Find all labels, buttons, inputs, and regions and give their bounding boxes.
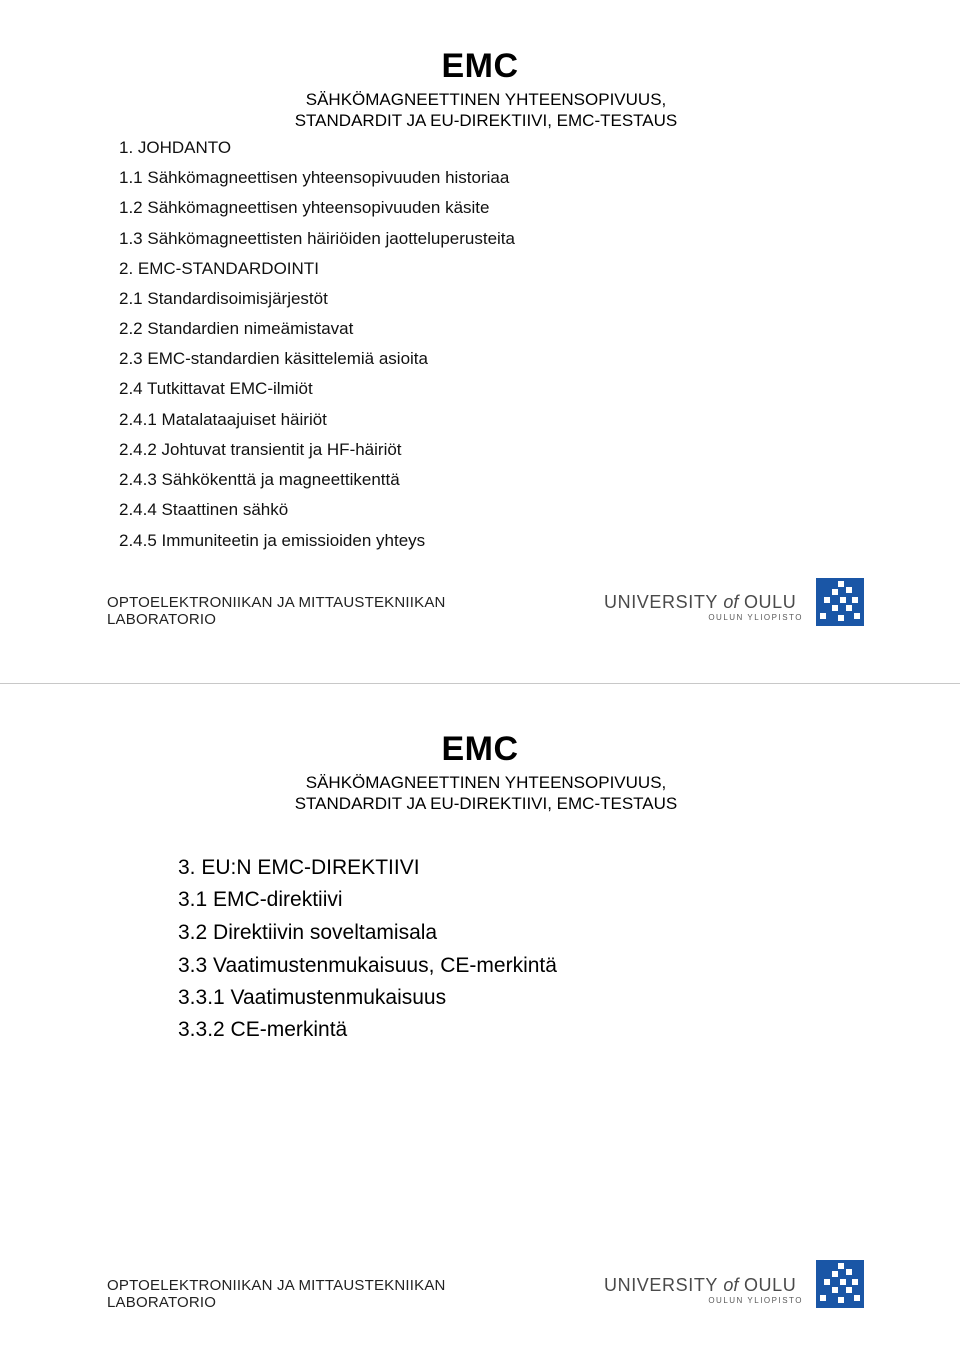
university-logo <box>604 592 809 622</box>
toc-item: 3.1 EMC-direktiivi <box>178 888 343 911</box>
slide-subtitle <box>0 772 960 814</box>
toc-item: 3.3.2 CE-merkintä <box>178 1018 348 1041</box>
toc-item: 1. JOHDANTO <box>119 138 232 157</box>
university-of: of <box>723 1275 739 1295</box>
university-word: UNIVERSITY <box>604 592 718 612</box>
toc-item: 2.1 Standardisoimisjärjestöt <box>119 289 328 308</box>
slide-2 <box>0 684 960 1367</box>
university-city: OULU <box>743 592 797 612</box>
toc-item: 3. EU:N EMC-DIREKTIIVI <box>178 856 420 879</box>
university-of: of <box>723 592 739 612</box>
toc-item: 3.3.1 Vaatimustenmukaisuus <box>178 986 447 1009</box>
toc-item: 2.4.2 Johtuvat transientit ja HF-häiriöt <box>119 440 402 459</box>
slide-title: EMC <box>441 47 519 85</box>
slide-title: EMC <box>441 730 519 768</box>
oulu-crest-icon <box>816 1260 864 1308</box>
subtitle-line-1: SÄHKÖMAGNEETTINEN YHTEENSOPIVUUS, <box>305 90 667 109</box>
toc-item: 2.4.1 Matalataajuiset häiriöt <box>119 410 327 429</box>
university-subtitle: OULUN YLIOPISTO <box>708 613 803 622</box>
lab-name-line-2: LABORATORIO <box>107 1294 217 1311</box>
subtitle-line-2: STANDARDIT JA EU-DIREKTIIVI, EMC-TESTAUS <box>294 794 678 813</box>
toc-item: 2.4.3 Sähkökenttä ja magneettikenttä <box>119 470 400 489</box>
university-subtitle: OULUN YLIOPISTO <box>708 1296 803 1305</box>
toc-item: 1.3 Sähkömagneettisten häiriöiden jaotteluperusteita <box>119 229 515 248</box>
toc-item: 1.2 Sähkömagneettisen yhteensopivuuden käsite <box>119 198 490 217</box>
toc-item: 3.3 Vaatimustenmukaisuus, CE-merkintä <box>178 954 557 977</box>
toc-item: 3.2 Direktiivin soveltamisala <box>178 921 438 944</box>
oulu-crest-icon <box>816 578 864 626</box>
slide-subtitle <box>0 89 960 131</box>
toc-item: 1.1 Sähkömagneettisen yhteensopivuuden historiaa <box>119 168 510 187</box>
lab-name <box>107 1277 446 1311</box>
lab-name-line-1: OPTOELEKTRONIIKAN JA MITTAUSTEKNIIKAN <box>107 594 446 611</box>
toc-item: 2.3 EMC-standardien käsittelemiä asioita <box>119 349 428 368</box>
university-city: OULU <box>743 1275 797 1295</box>
toc-item: 2.4.4 Staattinen sähkö <box>119 500 289 519</box>
university-word: UNIVERSITY <box>604 1275 718 1295</box>
toc-item: 2.4.5 Immuniteetin ja emissioiden yhteys <box>119 531 426 550</box>
toc-item: 2.4 Tutkittavat EMC-ilmiöt <box>119 379 313 398</box>
lab-name <box>107 594 446 628</box>
toc-item: 2. EMC-STANDARDOINTI <box>119 259 319 278</box>
university-name <box>604 1275 809 1295</box>
university-name <box>604 592 809 612</box>
subtitle-line-2: STANDARDIT JA EU-DIREKTIIVI, EMC-TESTAUS <box>294 111 678 130</box>
university-logo <box>604 1275 809 1305</box>
subtitle-line-1: SÄHKÖMAGNEETTINEN YHTEENSOPIVUUS, <box>305 773 667 792</box>
lab-name-line-2: LABORATORIO <box>107 611 217 628</box>
toc-item: 2.2 Standardien nimeämistavat <box>119 319 354 338</box>
lab-name-line-1: OPTOELEKTRONIIKAN JA MITTAUSTEKNIIKAN <box>107 1277 446 1294</box>
